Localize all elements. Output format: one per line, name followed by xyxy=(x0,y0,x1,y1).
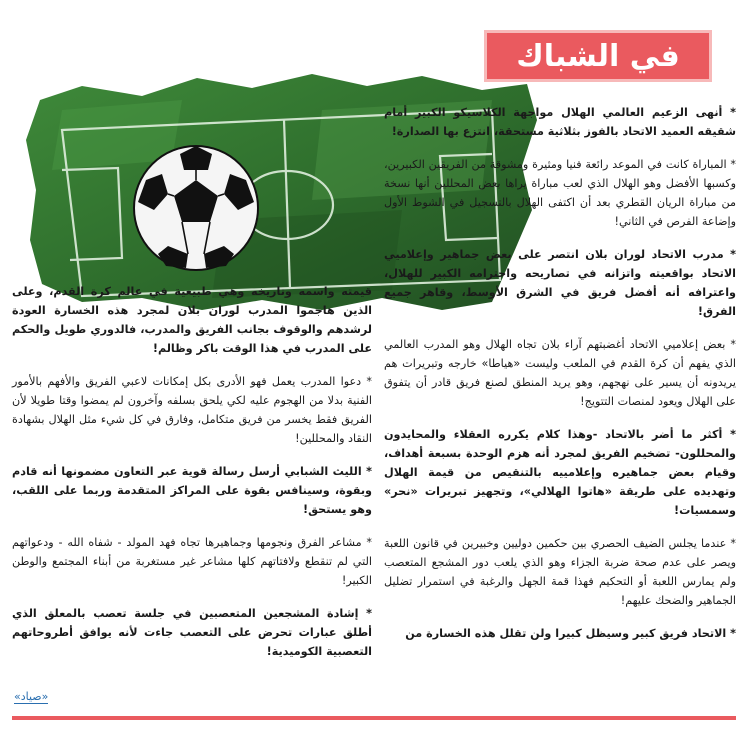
article-column-left xyxy=(12,282,372,661)
footer-divider xyxy=(12,716,736,720)
section-title-box xyxy=(484,30,712,82)
paragraph: * دعوا المدرب يعمل فهو الأدرى بكل إمكانات لاعبي الفريق والأفهم بالأمور الفنية بدلا من الهجوم عليه لكي يلحق بسلفه وآخرون لم يمضوا وقتا طويلا لأن الفريق فقط يخسر من فريق متكامل، وفارق في كل شيء مثل الهلال بشهادة النقاد والمحللين! xyxy=(12,375,372,445)
soccer-ball-icon xyxy=(134,146,258,270)
paragraph: * مدرب الاتحاد لوران بلان انتصر على بعض جماهير وإعلاميي الاتحاد بواقعيته واتزانه في تصاريحه واحترامه الكبير للهلال، واعترافه أنه أفضل فريق في الشرق الأوسط، وقاهر جميع الفرق! xyxy=(384,248,736,318)
paragraph: * أكثر ما أضر بالاتحاد -وهذا كلام يكرره العقلاء والمحايدون والمحللون- تضخيم الفريق لمجرد أنه هزم الوحدة بسبعة أهداف، وقيام بعض جماهيره وإعلامييه بالتنقيص من قيمة الهلال وتهديده على طريقة «هاتوا الهلالي»، وتجهيز تبريرات «نحر» وسمسيات! xyxy=(384,428,736,517)
author-byline: «صياد» xyxy=(14,690,49,703)
paragraph: * المباراة كانت في الموعد رائعة فنيا ومثيرة ومشوقة من الفريقين الكبيرين، وكسبها الأفضل وهو الهلال الذي لعب مباراة يراها بعض المحللين أنها نسخة من مباراة الريان القطري بعد أن اكتفى الهلال بالتسجيل في الشوط الأول وإضاعة الفرص في الثاني! xyxy=(384,158,736,228)
paragraph: * الاتحاد فريق كبير وسيظل كبيرا ولن تقلل هذه الخسارة من xyxy=(405,627,736,640)
paragraph: * أنهى الزعيم العالمي الهلال مواجهة الكلاسيكو الكبير أمام شقيقه العميد الاتحاد بالفوز بثلاثية مستحقة، انتزع بها الصدارة! xyxy=(384,106,736,138)
paragraph: * الليث الشبابي أرسل رسالة قوية عبر التعاون مضمونها أنه قادم وبقوة، وسينافس بقوة على المراكز المتقدمة وربما على اللقب، وهو يستحق! xyxy=(12,465,372,516)
section-title: في الشباك xyxy=(516,38,680,74)
paragraph: قيمته واسمه وتاريخه وهي طبيعية في عالم كرة القدم، وعلى الذين هاجموا المدرب لوران بلان لمجرد هذه الخسارة العودة لرشدهم والوقوف بجانب الفريق والمدرب، فالدوري طويل والحكم على المدرب في هذا الوقت باكر وظالم! xyxy=(12,285,372,355)
paragraph: * مشاعر الفرق ونجومها وجماهيرها تجاه فهد المولد - شفاه الله - ودعواتهم التي لم تنقطع ولافتاتهم كلها مشاعر غير مستغربة من أبناء المجتمع والوطن الكبير! xyxy=(12,536,372,587)
paragraph: * عندما يجلس الضيف الحصري بين حكمين دوليين وخبيرين في قانون اللعبة ويصر على عدم صحة ضربة الجزاء وهو الذي يلعب دور المشجع المتعصب ولم يمارس اللعبة أو التحكيم فهذا قمة الجهل والرغبة في استمرار تضليل الجماهير والضحك عليهم! xyxy=(384,537,736,607)
article-column-right xyxy=(384,103,736,643)
paragraph: * إشادة المشجعين المتعصبين في جلسة تعصب بالمعلق الذي أطلق عبارات تحرض على التعصب جاءت لأنه يوافق أطروحاتهم التعصبية الكوميدية! xyxy=(12,607,372,658)
paragraph: * بعض إعلاميي الاتحاد أغضبتهم آراء بلان تجاه الهلال وهو المدرب العالمي الذي يفهم أن كرة القدم في الملعب وليست «هياطا» خارجه وتبريرات هم يريدونه أن يسير على نهجهم، وهو يريد المنطق لصنع فريق قادر أن يتفوق على الهلال ويعود لمنصات التتويج! xyxy=(384,338,736,408)
